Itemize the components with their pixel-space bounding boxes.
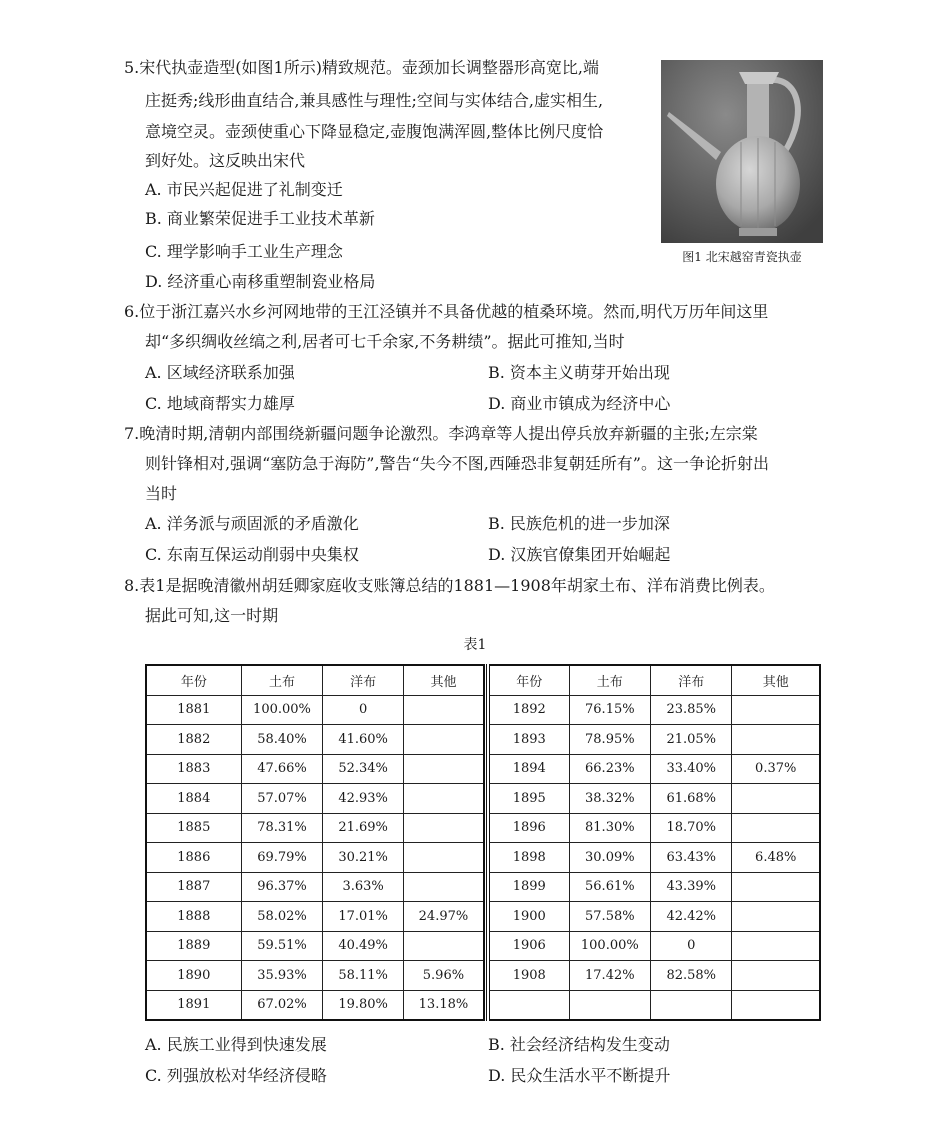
data-table-left [145,664,485,1021]
option-a[interactable]: A. 市民兴起促进了礼制变迁 [145,180,343,199]
ewer-photo [661,60,823,243]
table-cell: 1893 [488,725,569,755]
option-b[interactable]: B. 商业繁荣促进手工业技术革新 [145,209,375,228]
header-other: 其他 [732,665,820,695]
question-6-line-2: 却“多织绸收丝缟之利,居者可七千余家,不务耕绩”。据此可推知,当时 [145,332,625,351]
option-b[interactable]: B. 社会经济结构发生变动 [488,1035,670,1054]
table-row [488,725,820,755]
table-row [488,813,820,843]
table-cell [488,990,569,1020]
table-cell: 0.37% [732,754,820,784]
option-a[interactable]: A. 洋务派与顽固派的矛盾激化 [145,514,359,533]
table-cell: 82.58% [651,961,732,991]
option-d[interactable]: D. 民众生活水平不断提升 [488,1066,671,1085]
table-cell: 1892 [488,695,569,725]
table-cell: 17.01% [323,902,404,932]
table-cell: 33.40% [651,754,732,784]
option-d[interactable]: D. 汉族官僚集团开始崛起 [488,545,671,564]
table-cell [732,902,820,932]
option-d[interactable]: D. 商业市镇成为经济中心 [488,394,671,413]
header-native-cloth: 土布 [569,665,651,695]
table-cell: 1881 [146,695,241,725]
table-cell [732,784,820,814]
table-cell [732,990,820,1020]
header-year: 年份 [488,665,569,695]
table-cell: 18.70% [651,813,732,843]
table-cell [403,784,484,814]
table-cell [732,725,820,755]
option-a[interactable]: A. 区域经济联系加强 [145,363,295,382]
question-8-line-2: 据此可知,这一时期 [145,606,279,625]
option-c[interactable]: C. 理学影响手工业生产理念 [145,242,343,261]
question-6-line-1: 6.位于浙江嘉兴水乡河网地带的王江泾镇并不具备优越的植桑环境。然而,明代万历年间这里 [124,302,769,321]
option-d[interactable]: D. 经济重心南移重塑制瓷业格局 [145,272,376,291]
table-cell [403,872,484,902]
table-cell: 38.32% [569,784,651,814]
table-cell: 0 [651,931,732,961]
question-8-line-1: 8.表1是据晚清徽州胡廷卿家庭收支账簿总结的1881—1908年胡家土布、洋布消费比例表。 [124,576,775,595]
table-cell: 47.66% [241,754,323,784]
question-7-line-1: 7.晚清时期,清朝内部围绕新疆问题争论激烈。李鸿章等人提出停兵放弃新疆的主张;左宗棠 [124,424,758,443]
table-cell: 57.07% [241,784,323,814]
figure-caption: 图1 北宋越窑青瓷执壶 [682,250,802,264]
table-cell: 1888 [146,902,241,932]
table-row [146,754,484,784]
header-year: 年份 [146,665,241,695]
table-cell: 1895 [488,784,569,814]
table-cell: 30.09% [569,843,651,873]
table-row [488,872,820,902]
table-cell: 1890 [146,961,241,991]
table-cell [732,695,820,725]
table-cell: 100.00% [241,695,323,725]
table-cell: 1894 [488,754,569,784]
table-caption: 表1 [463,637,487,653]
table-cell [651,990,732,1020]
option-b[interactable]: B. 资本主义萌芽开始出现 [488,363,670,382]
table-cell: 43.39% [651,872,732,902]
table-cell [403,813,484,843]
table-cell: 42.42% [651,902,732,932]
table-cell: 69.79% [241,843,323,873]
table-cell: 52.34% [323,754,404,784]
table-cell: 35.93% [241,961,323,991]
table-row [488,902,820,932]
table-row [488,843,820,873]
question-number: 5. [124,58,140,77]
question-number: 7. [124,424,140,443]
header-native-cloth: 土布 [241,665,323,695]
table-row [488,961,820,991]
table-cell [732,931,820,961]
table-cell: 78.95% [569,725,651,755]
table-cell: 13.18% [403,990,484,1020]
table-cell: 1906 [488,931,569,961]
option-c[interactable]: C. 地域商帮实力雄厚 [145,394,295,413]
option-a[interactable]: A. 民族工业得到快速发展 [145,1035,327,1054]
table-row [146,784,484,814]
question-7-line-3: 当时 [145,484,178,503]
table-row [146,872,484,902]
table-cell: 1899 [488,872,569,902]
table-cell: 59.51% [241,931,323,961]
table-cell: 96.37% [241,872,323,902]
table-row [146,990,484,1020]
table-cell [732,961,820,991]
question-5-line-1: 5.宋代执壶造型(如图1所示)精致规范。壶颈加长调整器形高宽比,端 [124,58,600,77]
table-cell: 1884 [146,784,241,814]
table-row [488,931,820,961]
table-cell: 1898 [488,843,569,873]
table-cell: 1908 [488,961,569,991]
table-cell: 1885 [146,813,241,843]
option-c[interactable]: C. 列强放松对华经济侵略 [145,1066,327,1085]
table-cell: 61.68% [651,784,732,814]
question-number: 8. [124,576,140,595]
table-cell [403,931,484,961]
table-cell: 21.05% [651,725,732,755]
table-cell: 1889 [146,931,241,961]
table-cell: 81.30% [569,813,651,843]
table-cell: 6.48% [732,843,820,873]
table-cell: 3.63% [323,872,404,902]
table-cell: 57.58% [569,902,651,932]
table-cell: 1882 [146,725,241,755]
table-cell: 58.11% [323,961,404,991]
table-cell: 1896 [488,813,569,843]
table-cell: 1887 [146,872,241,902]
table-header-row [488,665,820,695]
table-cell: 78.31% [241,813,323,843]
header-foreign-cloth: 洋布 [323,665,404,695]
table-cell: 1883 [146,754,241,784]
option-b[interactable]: B. 民族危机的进一步加深 [488,514,670,533]
data-table-right [486,664,821,1021]
table-row [488,990,820,1020]
table-row [146,931,484,961]
table-row [488,695,820,725]
table-cell: 41.60% [323,725,404,755]
table-cell: 56.61% [569,872,651,902]
table-cell: 21.69% [323,813,404,843]
table-cell: 67.02% [241,990,323,1020]
table-row [146,902,484,932]
question-7-line-2: 则针锋相对,强调“塞防急于海防”,警告“失今不图,西陲恐非复朝廷所有”。这一争论折射出 [145,454,769,473]
table-cell: 58.02% [241,902,323,932]
table-cell [732,872,820,902]
table-cell: 58.40% [241,725,323,755]
table-row [488,754,820,784]
table-cell: 30.21% [323,843,404,873]
table-cell: 5.96% [403,961,484,991]
table-cell: 1886 [146,843,241,873]
question-number: 6. [124,302,140,321]
header-foreign-cloth: 洋布 [651,665,732,695]
table-cell: 23.85% [651,695,732,725]
table-cell: 66.23% [569,754,651,784]
table-cell: 19.80% [323,990,404,1020]
table-row [146,961,484,991]
table-cell: 24.97% [403,902,484,932]
table-header-row [146,665,484,695]
table-row [146,725,484,755]
table-cell [403,725,484,755]
question-5-line-2: 庄挺秀;线形曲直结合,兼具感性与理性;空间与实体结合,虚实相生, [145,91,604,110]
table-cell: 63.43% [651,843,732,873]
table-row [146,843,484,873]
question-5-line-4: 到好处。这反映出宋代 [145,151,306,170]
header-other: 其他 [403,665,484,695]
option-c[interactable]: C. 东南互保运动削弱中央集权 [145,545,359,564]
table-cell: 76.15% [569,695,651,725]
question-5-line-3: 意境空灵。壶颈使重心下降显稳定,壶腹饱满浑圆,整体比例尺度恰 [145,122,604,141]
table-cell: 1900 [488,902,569,932]
table-cell: 40.49% [323,931,404,961]
table-cell [403,695,484,725]
table-cell: 42.93% [323,784,404,814]
table-cell: 100.00% [569,931,651,961]
table-cell: 17.42% [569,961,651,991]
table-cell: 0 [323,695,404,725]
table-cell [569,990,651,1020]
table-row [146,813,484,843]
table-row [146,695,484,725]
table-cell [403,843,484,873]
table-cell [732,813,820,843]
table-row [488,784,820,814]
ewer-illustration [661,60,823,243]
table-cell [403,754,484,784]
table-cell: 1891 [146,990,241,1020]
